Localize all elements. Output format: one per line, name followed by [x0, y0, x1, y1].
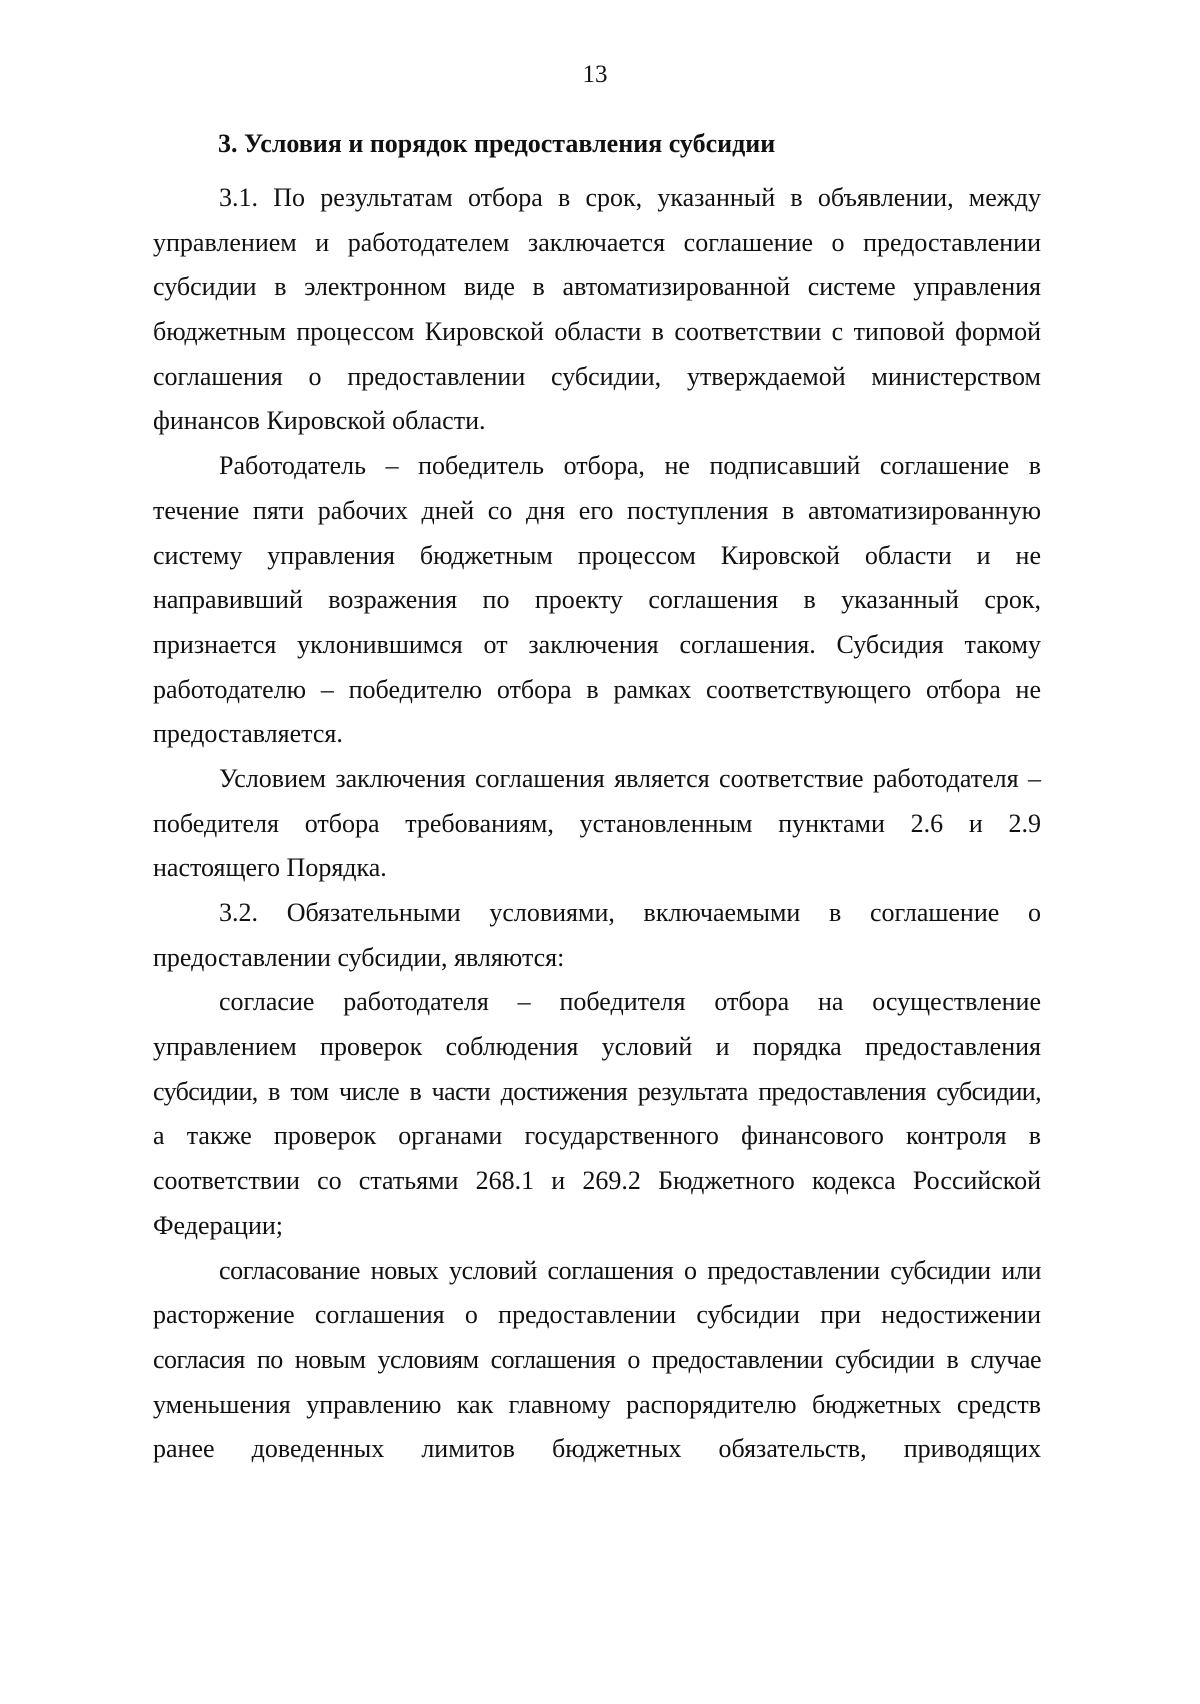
- paragraph-new-conditions: [153, 1249, 1041, 1472]
- text-line: управлением и работодателем заключается соглашение о предоставлении: [153, 227, 1041, 257]
- text-line: систему управления бюджетным процессом Кировской области и не: [153, 540, 1041, 570]
- text-line: 3.2. Обязательными условиями, включаемыми в соглашение о: [219, 898, 1041, 927]
- page-number: 13: [582, 61, 608, 88]
- text-line: управлением проверок соблюдения условий и порядка предоставления: [153, 1032, 1041, 1062]
- text-line: расторжение соглашения о предоставлении субсидии при недостижении: [153, 1300, 1041, 1330]
- text-line: победителя отбора требованиям, установленным пунктами 2.6 и 2.9: [153, 808, 1041, 838]
- text-line: направивший возражения по проекту соглашения в указанный срок,: [153, 585, 1041, 615]
- text-line: соответствии со статьями 268.1 и 269.2 Бюджетного кодекса Российской: [153, 1166, 1041, 1196]
- text-line: течение пяти рабочих дней со дня его поступления в автоматизированную: [153, 495, 1041, 525]
- text-line: признается уклонившимся от заключения соглашения. Субсидия такому: [153, 629, 1041, 659]
- text-line: работодателю – победителю отбора в рамках соответствующего отбора не: [153, 674, 1041, 704]
- text-line: субсидии, в том числе в части достижения результата предоставления субсидии,: [153, 1076, 1041, 1106]
- document-body: [153, 176, 1041, 1472]
- text-line: а также проверок органами государственного финансового контроля в: [153, 1121, 1041, 1151]
- text-line: уменьшения управлению как главному распорядителю бюджетных средств: [153, 1389, 1041, 1419]
- paragraph-employer-refusal: [153, 444, 1041, 757]
- text-line: согласие работодателя – победителя отбора на осуществление: [219, 987, 1041, 1017]
- text-line: предоставлении субсидии, являются:: [153, 942, 565, 972]
- text-line: предоставляется.: [153, 719, 343, 749]
- text-line: Условием заключения соглашения является соответствие работодателя –: [219, 763, 1041, 793]
- section-heading: 3. Условия и порядок предоставления субсидии: [218, 129, 776, 158]
- text-line: субсидии в электронном виде в автоматизированной системе управления: [153, 272, 1041, 302]
- text-line: финансов Кировской области.: [153, 406, 486, 436]
- text-line: Федерации;: [153, 1210, 284, 1240]
- text-line: бюджетным процессом Кировской области в соответствии с типовой формой: [153, 317, 1041, 347]
- text-line: 3.1. По результатам отбора в срок, указанный в объявлении, между: [219, 183, 1041, 212]
- text-line: согласия по новым условиям соглашения о предоставлении субсидии в случае: [153, 1344, 1041, 1374]
- paragraph-3-1: [153, 176, 1041, 444]
- paragraph-consent: [153, 980, 1041, 1248]
- text-line: ранее доведенных лимитов бюджетных обязательств, приводящих: [153, 1434, 1041, 1464]
- text-line: настоящего Порядка.: [153, 853, 387, 883]
- text-line: Работодатель – победитель отбора, не подписавший соглашение в: [219, 451, 1041, 481]
- text-line: согласование новых условий соглашения о предоставлении субсидии или: [219, 1255, 1041, 1285]
- text-line: соглашения о предоставлении субсидии, утверждаемой министерством: [153, 361, 1041, 391]
- paragraph-agreement-condition: [153, 757, 1041, 891]
- paragraph-3-2: [153, 891, 1041, 980]
